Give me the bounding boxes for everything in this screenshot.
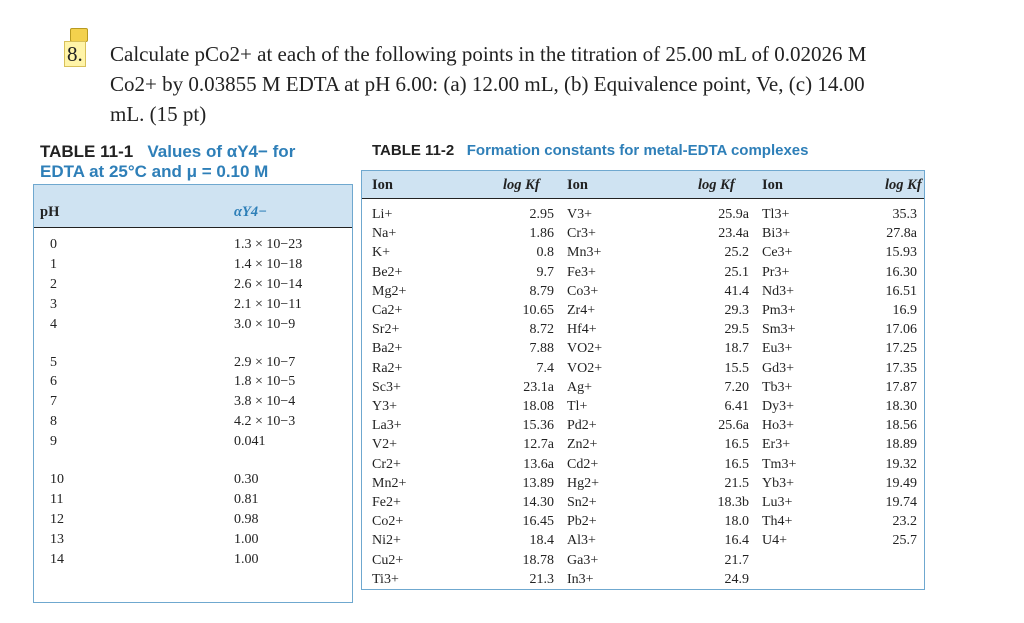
table2-col-ion-3: Ion <box>762 177 783 193</box>
table2-ion-cell: Hg2+ <box>567 475 600 491</box>
table2-ion-cell: Dy3+ <box>762 399 795 414</box>
table2-ion-cell: Sc3+ <box>372 379 401 395</box>
table2-ion-cell: Bi3+ <box>762 226 791 242</box>
table2-title <box>372 142 809 159</box>
table1-label: TABLE 11-1 <box>40 142 134 161</box>
table2-ion-cell: Sr2+ <box>372 322 400 338</box>
table2-logk-cell: 25.2 <box>724 245 749 261</box>
table2-logk-cell: 19.74 <box>885 495 917 510</box>
table1-alpha-cell: 4.2 × 10−3 <box>234 414 296 430</box>
table2-ion-cell: Sn2+ <box>567 495 597 510</box>
table1-ph-cell: 3 <box>50 296 57 312</box>
table2-logk-cell: 25.6a <box>718 418 749 434</box>
table2-ion-cell: Zn2+ <box>567 437 598 453</box>
question-line-2: Co2+ by 0.03855 M EDTA at pH 6.00: (a) 12.00 mL, (b) Equivalence point, Ve, (c) 14.00 <box>110 72 865 96</box>
table2-ion-cell: V3+ <box>567 207 593 222</box>
table2-ion-cell: Pm3+ <box>762 303 796 318</box>
table1-alpha-cell: 1.3 × 10−23 <box>234 237 303 252</box>
table2-ion-cell: Fe3+ <box>567 264 596 280</box>
table2-logk-cell: 17.06 <box>885 322 917 338</box>
table2-ion-cell: Sm3+ <box>762 322 796 338</box>
table2-logk-cell: 27.8a <box>886 226 917 242</box>
table2-ion-cell: K+ <box>372 245 391 261</box>
table1-ph-cell: 2 <box>50 276 57 292</box>
table2-ion-cell: Mn2+ <box>372 475 407 491</box>
question-line-1: Calculate pCo2+ at each of the following points in the titration of 25.00 mL of 0.02026 M <box>110 42 867 66</box>
table2-ion-cell: Ag+ <box>567 379 593 395</box>
table2-logk-cell: 19.32 <box>885 456 917 472</box>
table2-logk-cell: 25.9a <box>718 207 749 222</box>
table1-col-alpha: αY4− <box>234 204 267 220</box>
table2-logk-cell: 21.5 <box>724 475 749 491</box>
table2-ion-cell: Cr2+ <box>372 456 401 472</box>
table2-ion-cell: Cu2+ <box>372 552 404 568</box>
table2-ion-cell: Ra2+ <box>372 360 403 376</box>
table2-ion-cell: Th4+ <box>762 514 793 530</box>
table2-logk-cell: 7.88 <box>529 341 554 357</box>
table2-logk-cell: 13.89 <box>522 475 554 491</box>
question-line-3: mL. (15 pt) <box>110 102 207 126</box>
table2-col-logk-2: log Kf <box>698 177 735 193</box>
table2-logk-cell: 24.9 <box>724 571 749 587</box>
sticky-note-icon[interactable] <box>70 28 88 42</box>
table2-logk-cell: 35.3 <box>892 207 917 222</box>
table2-ion-cell: Co2+ <box>372 514 404 530</box>
table2-logk-cell: 23.1a <box>523 379 554 395</box>
table1-title-part1: Values of αY4− for <box>147 142 296 161</box>
table1-alpha-cell: 0.30 <box>234 472 259 487</box>
table2-col-ion-1: Ion <box>372 177 393 193</box>
table1-ph-cell: 1 <box>50 256 57 272</box>
table2-logk-cell: 18.4 <box>529 533 554 549</box>
table2-header-rule <box>362 198 924 199</box>
table2-col-logk-1: log Kf <box>503 177 540 193</box>
table1-ph-cell: 13 <box>50 531 64 547</box>
table1-ph-cell: 14 <box>50 551 64 567</box>
table2-ion-cell: Pd2+ <box>567 418 597 434</box>
table2-ion-cell: Fe2+ <box>372 495 401 510</box>
table2-logk-cell: 25.1 <box>724 264 749 280</box>
table2-ion-cell: VO2+ <box>567 341 603 357</box>
table2-ion-cell: Ho3+ <box>762 418 795 434</box>
table2-logk-cell: 18.30 <box>885 399 917 414</box>
table2-logk-cell: 0.8 <box>536 245 554 261</box>
table1-alpha-cell: 2.1 × 10−11 <box>234 296 302 312</box>
table1-ph-cell: 11 <box>50 491 64 507</box>
table1-alpha-cell: 1.00 <box>234 551 259 567</box>
table1-col-ph: pH <box>40 204 60 220</box>
question-number: 8. <box>64 42 86 67</box>
table1-alpha-cell: 1.00 <box>234 531 259 547</box>
table2-logk-cell: 9.7 <box>536 264 554 280</box>
table2-logk-cell: 29.3 <box>724 303 749 318</box>
table2-ion-cell: U4+ <box>762 533 788 549</box>
table2-ion-cell: Lu3+ <box>762 495 793 510</box>
table1-alpha-cell: 1.8 × 10−5 <box>234 374 296 390</box>
table1-ph-cell: 0 <box>50 237 57 252</box>
table2-logk-cell: 16.45 <box>522 514 554 530</box>
table2-logk-cell: 16.5 <box>724 437 749 453</box>
table2-ion-cell: Ce3+ <box>762 245 793 261</box>
table2-logk-cell: 21.7 <box>724 552 749 568</box>
table2-ion-cell: Pr3+ <box>762 264 790 280</box>
table1-ph-cell: 7 <box>50 394 57 410</box>
table2-ion-cell: VO2+ <box>567 360 603 376</box>
table2-logk-cell: 17.25 <box>885 341 917 357</box>
table2-ion-cell: Yb3+ <box>762 475 795 491</box>
table2-ion-cell: Ca2+ <box>372 303 403 318</box>
table2-ion-cell: Y3+ <box>372 399 398 414</box>
table2-ion-cell: Ga3+ <box>567 552 599 568</box>
table2-ion-cell: Tm3+ <box>762 456 797 472</box>
table2-logk-cell: 14.30 <box>522 495 554 510</box>
table2-logk-cell: 18.08 <box>522 399 554 414</box>
table1-ph-cell: 4 <box>50 316 57 332</box>
table2-logk-cell: 18.56 <box>885 418 917 434</box>
table1-alpha-cell: 2.9 × 10−7 <box>234 354 296 370</box>
table2-ion-cell: Cd2+ <box>567 456 599 472</box>
table2-logk-cell: 41.4 <box>724 283 749 299</box>
table2-ion-cell: Nd3+ <box>762 283 795 299</box>
table2-logk-cell: 10.65 <box>522 303 554 318</box>
table2-logk-cell: 16.4 <box>724 533 749 549</box>
table1-box <box>33 184 353 603</box>
table2-ion-cell: V2+ <box>372 437 398 453</box>
table2-ion-cell: Zr4+ <box>567 303 596 318</box>
table2-logk-cell: 16.5 <box>724 456 749 472</box>
table2-box <box>361 170 925 590</box>
table2-title-text: Formation constants for metal-EDTA complexes <box>466 142 809 159</box>
table1-alpha-cell: 1.4 × 10−18 <box>234 256 303 272</box>
table2-ion-cell: Mg2+ <box>372 283 407 299</box>
table2-logk-cell: 7.4 <box>536 360 554 376</box>
table2-logk-cell: 23.2 <box>892 514 917 530</box>
table2-ion-cell: Tl3+ <box>762 207 790 222</box>
table2-logk-cell: 8.72 <box>529 322 554 338</box>
table2-ion-cell: Li+ <box>372 207 393 222</box>
table2-ion-cell: Ti3+ <box>372 571 399 587</box>
table2-ion-cell: Pb2+ <box>567 514 597 530</box>
table2-ion-cell: Be2+ <box>372 264 403 280</box>
table1-ph-cell: 9 <box>50 434 57 450</box>
table2-logk-cell: 15.36 <box>522 418 554 434</box>
table2-logk-cell: 8.79 <box>529 283 554 299</box>
table2-logk-cell: 21.3 <box>529 571 554 587</box>
table2-col-logk-3: log Kf <box>885 177 922 193</box>
table2-ion-cell: Eu3+ <box>762 341 793 357</box>
table2-logk-cell: 17.87 <box>885 379 917 395</box>
table1-alpha-cell: 0.98 <box>234 511 259 527</box>
table2-ion-cell: In3+ <box>567 571 594 587</box>
table2-logk-cell: 17.35 <box>885 360 917 376</box>
table2-col-ion-2: Ion <box>567 177 588 193</box>
table2-ion-cell: Hf4+ <box>567 322 597 338</box>
table2-logk-cell: 19.49 <box>885 475 917 491</box>
table2-logk-cell: 23.4a <box>718 226 749 242</box>
table1-alpha-cell: 0.81 <box>234 491 259 507</box>
table2-logk-cell: 2.95 <box>529 207 554 222</box>
table2-logk-cell: 12.7a <box>523 437 554 453</box>
table2-logk-cell: 29.5 <box>724 322 749 338</box>
table2-ion-cell: Gd3+ <box>762 360 795 376</box>
table1-ph-cell: 5 <box>50 354 57 370</box>
table2-logk-cell: 6.41 <box>724 399 749 414</box>
table2-logk-cell: 16.30 <box>885 264 917 280</box>
table2-logk-cell: 18.7 <box>724 341 749 357</box>
table1-header <box>34 185 352 227</box>
table2-ion-cell: Cr3+ <box>567 226 596 242</box>
table1-alpha-cell: 2.6 × 10−14 <box>234 276 303 292</box>
table2-ion-cell: Ba2+ <box>372 341 403 357</box>
table2-header <box>362 171 924 198</box>
table1-ph-cell: 10 <box>50 472 64 487</box>
table2-logk-cell: 16.51 <box>885 283 917 299</box>
table2-label: TABLE 11-2 <box>372 142 455 159</box>
table2-logk-cell: 18.3b <box>717 495 749 510</box>
table2-logk-cell: 18.89 <box>885 437 917 453</box>
table1-title <box>40 142 295 182</box>
table1-alpha-cell: 3.0 × 10−9 <box>234 316 296 332</box>
table2-ion-cell: La3+ <box>372 418 402 434</box>
table2-logk-cell: 7.20 <box>724 379 749 395</box>
table2-ion-cell: Al3+ <box>567 533 596 549</box>
table1-ph-cell: 6 <box>50 374 57 390</box>
table2-logk-cell: 16.9 <box>892 303 917 318</box>
table2-ion-cell: Tl+ <box>567 399 588 414</box>
table2-ion-cell: Mn3+ <box>567 245 602 261</box>
table2-ion-cell: Co3+ <box>567 283 599 299</box>
table2-logk-cell: 1.86 <box>529 226 554 242</box>
table1-title-part2: EDTA at 25°C and μ = 0.10 M <box>40 162 269 181</box>
table1-header-rule <box>34 227 352 228</box>
table2-ion-cell: Er3+ <box>762 437 791 453</box>
table2-logk-cell: 15.93 <box>885 245 917 261</box>
table2-logk-cell: 18.78 <box>522 552 554 568</box>
table2-ion-cell: Na+ <box>372 226 397 242</box>
table2-ion-cell: Tb3+ <box>762 379 793 395</box>
table1-ph-cell: 12 <box>50 511 64 527</box>
table1-alpha-cell: 3.8 × 10−4 <box>234 394 296 410</box>
table2-logk-cell: 15.5 <box>724 360 749 376</box>
table2-ion-cell: Ni2+ <box>372 533 401 549</box>
table1-ph-cell: 8 <box>50 414 57 430</box>
table2-logk-cell: 25.7 <box>892 533 917 549</box>
table2-logk-cell: 18.0 <box>724 514 749 530</box>
table1-alpha-cell: 0.041 <box>234 434 266 450</box>
table2-logk-cell: 13.6a <box>523 456 554 472</box>
